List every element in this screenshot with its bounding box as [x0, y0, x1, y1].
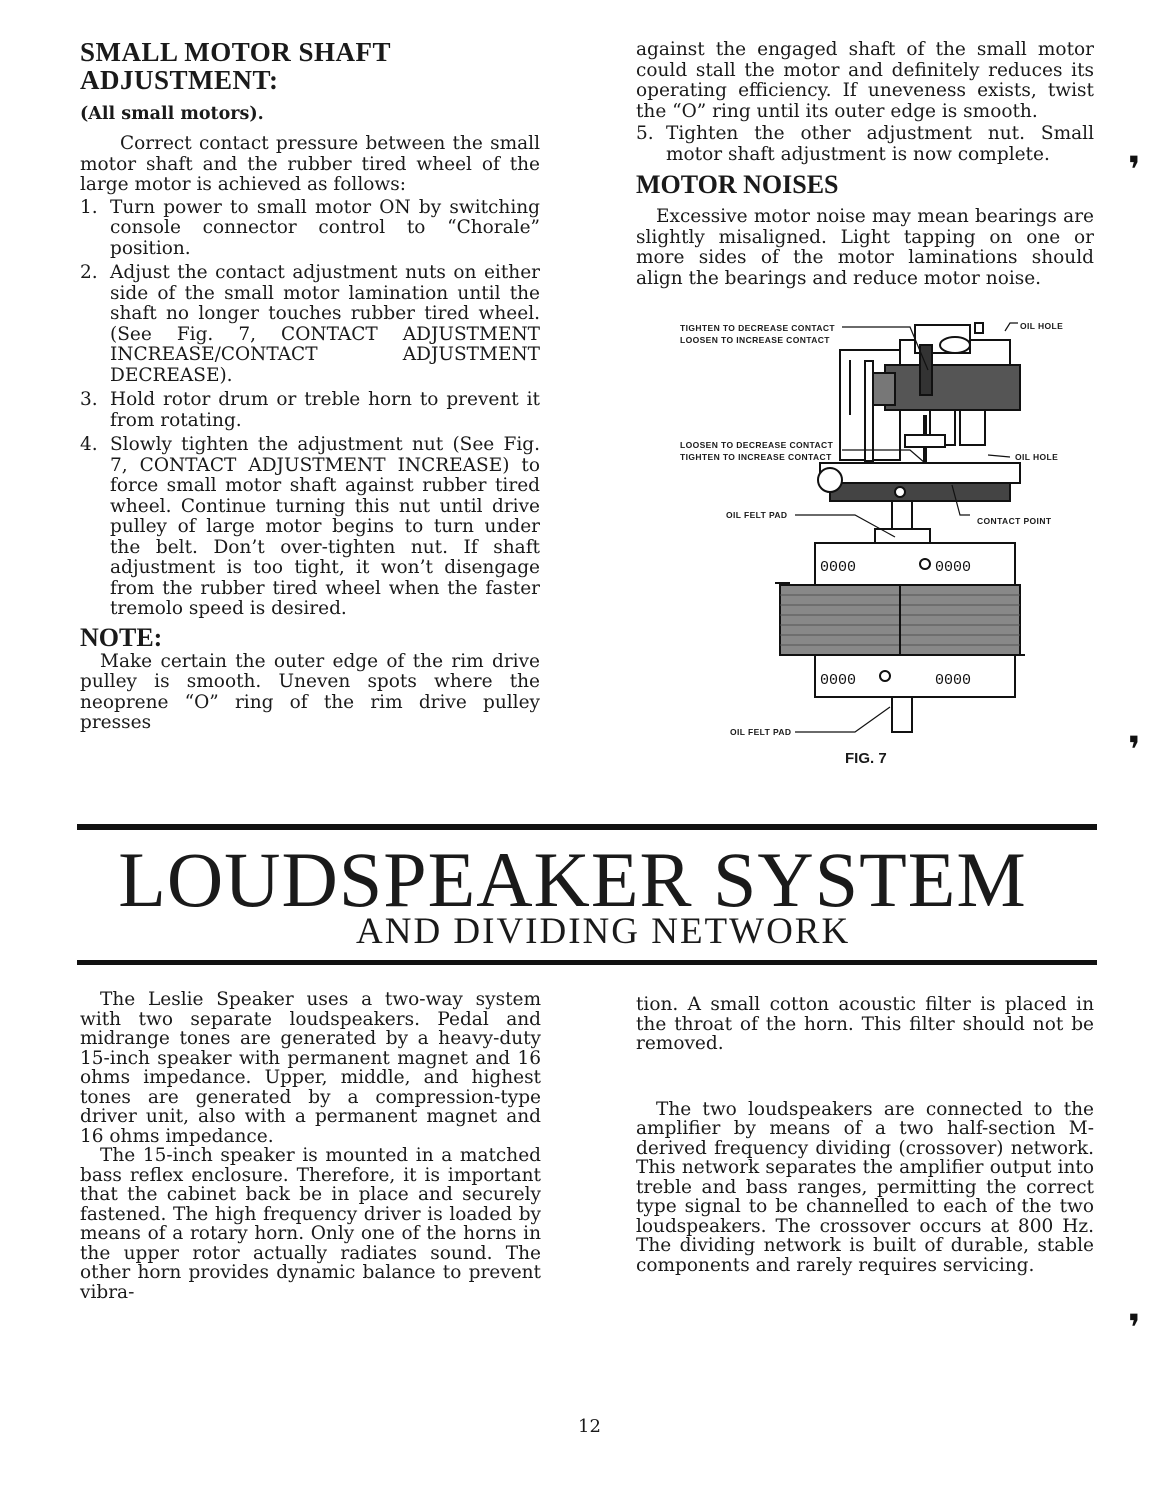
step-item: [80, 198, 540, 260]
coil-label: 0000: [820, 559, 857, 576]
step-item: [636, 124, 1094, 165]
right-column: [636, 40, 1094, 289]
step-text: Slowly tighten the adjustment nut (See Fig. 7, CONTACT ADJUSTMENT INCREASE) to force small motor shaft against rubber tired wheel. Continue turning this nut until drive pulley of large motor begins to turn under the belt. Don’t over-tighten nut. If shaft adjustment is too tight, it won’t disengage from the rubber tired wheel when the faster tremolo speed is desired.: [110, 434, 540, 619]
margin-mark: ❜: [1128, 1308, 1141, 1349]
callout-oil-felt-pad: OIL FELT PAD: [730, 727, 792, 737]
paragraph: The 15-inch speaker is mounted in a matched bass reflex enclosure. Therefore, it is important that the cabinet back be in place and securely fastened. The high frequency driver is loaded by means of a rotary horn. Only one of the horns in the upper rotor actually radiates sound. The other horn provides dynamic balance to prevent vibra-: [80, 1145, 541, 1303]
coil-label: 0000: [935, 559, 972, 576]
section-subtitle: AND DIVIDING NETWORK: [356, 911, 851, 952]
callout-text: LOOSEN TO DECREASE CONTACT: [680, 440, 834, 450]
section-title: LOUDSPEAKER SYSTEM: [118, 836, 1027, 923]
section-heading-small-motor: [80, 38, 540, 94]
motor-diagram: [670, 315, 1070, 775]
figure-caption: FIG. 7: [845, 750, 887, 767]
callout-oil-felt-pad: OIL FELT PAD: [726, 510, 788, 520]
callout-mid: [680, 439, 833, 463]
step-text: Turn power to small motor ON by switching console connector control to “Chorale” position.: [110, 196, 540, 259]
step-text: Adjust the contact adjustment nuts on either side of the small motor lamination until the shaft no longer touches rubber tired wheel. (See Fig. 7, CONTACT ADJUSTMENT INCREASE/CONTACT ADJUSTMENT DECREASE).: [110, 262, 540, 386]
callout-contact-point: CONTACT POINT: [977, 516, 1052, 526]
step-item: [80, 390, 540, 431]
step-number: 4.: [80, 434, 98, 455]
callout-text: TIGHTEN TO INCREASE CONTACT: [680, 452, 832, 462]
step-number: 1.: [80, 196, 98, 218]
large-motor: [775, 529, 1025, 732]
bottom-right-column: [636, 995, 1094, 1275]
heading-line: ADJUSTMENT:: [80, 65, 279, 95]
bottom-left-column: [80, 990, 541, 1302]
margin-mark: ❜: [1128, 730, 1141, 771]
intro-paragraph: Correct contact pressure between the small motor shaft and the rubber tired wheel of the large motor is achieved as follows:: [80, 133, 540, 195]
callout-text: TIGHTEN TO DECREASE CONTACT: [680, 323, 835, 333]
callout-oil-hole-top: OIL HOLE: [1020, 321, 1064, 331]
note-paragraph: Make certain the outer edge of the rim drive pulley is smooth. Uneven spots where the neoprene “O” ring of the rim drive pulley presses: [80, 650, 540, 733]
top-rule: [77, 824, 1097, 830]
motor-noises-paragraph: Excessive motor noise may mean bearings are slightly misaligned. Light tapping on one or more sides of the motor laminations should align the bearings and reduce motor noise.: [636, 206, 1094, 289]
step-text: Hold rotor drum or treble horn to prevent it from rotating.: [110, 389, 540, 431]
paragraph: tion. A small cotton acoustic filter is placed in the throat of the horn. This filter should not be removed.: [636, 994, 1094, 1054]
heading-line: SMALL MOTOR SHAFT: [80, 37, 392, 67]
callout-text: LOOSEN TO INCREASE CONTACT: [680, 335, 830, 345]
step-number: 2.: [80, 262, 98, 283]
step-item: [80, 263, 540, 386]
paragraph: The two loudspeakers are connected to the amplifier by means of a two half-section M-derived frequency dividing (crossover) network. This network separates the amplifier output into treble and bass ranges, permitting the correct type signal to be channelled to each of the two loudspeakers. The crossover occurs at 800 Hz. The dividing network is built of durable, stable components and rarely requires servicing.: [636, 1098, 1094, 1276]
left-column: [80, 38, 540, 734]
bottom-rule: [77, 960, 1097, 965]
paragraph: The Leslie Speaker uses a two-way system with two separate loudspeakers. Pedal and midrange tones are generated by a heavy-duty 15-inch speaker with permanent magnet and 16 ohms impedance. Upper, middle, and highest tones are generated by a compression-type driver unit, also with a permanent magnet and 16 ohms impedance.: [80, 989, 541, 1147]
step-number: 5.: [636, 123, 654, 144]
coil-label: 0000: [935, 672, 972, 689]
page-number: 12: [578, 1416, 601, 1437]
note-heading: NOTE:: [80, 622, 163, 652]
step-number: 3.: [80, 389, 98, 410]
steps-list-continued: [636, 124, 1094, 165]
steps-list: [80, 198, 540, 620]
step-item: [80, 435, 540, 620]
callout-top: [680, 322, 835, 346]
margin-mark: ❜: [1128, 150, 1141, 191]
step-text: Tighten the other adjustment nut. Small motor shaft adjustment is now complete.: [666, 123, 1094, 165]
small-motor-assembly: [840, 323, 1020, 463]
subheading: (All small motors).: [80, 104, 264, 124]
continued-paragraph: against the engaged shaft of the small motor could stall the motor and definitely reduces its operating efficiency. If uneveness exists, twist the “O” ring until its outer edge is smooth.: [636, 39, 1094, 122]
coil-label: 0000: [820, 672, 857, 689]
motor-noises-heading: MOTOR NOISES: [636, 170, 839, 199]
callout-oil-hole-mid: OIL HOLE: [1015, 452, 1059, 462]
